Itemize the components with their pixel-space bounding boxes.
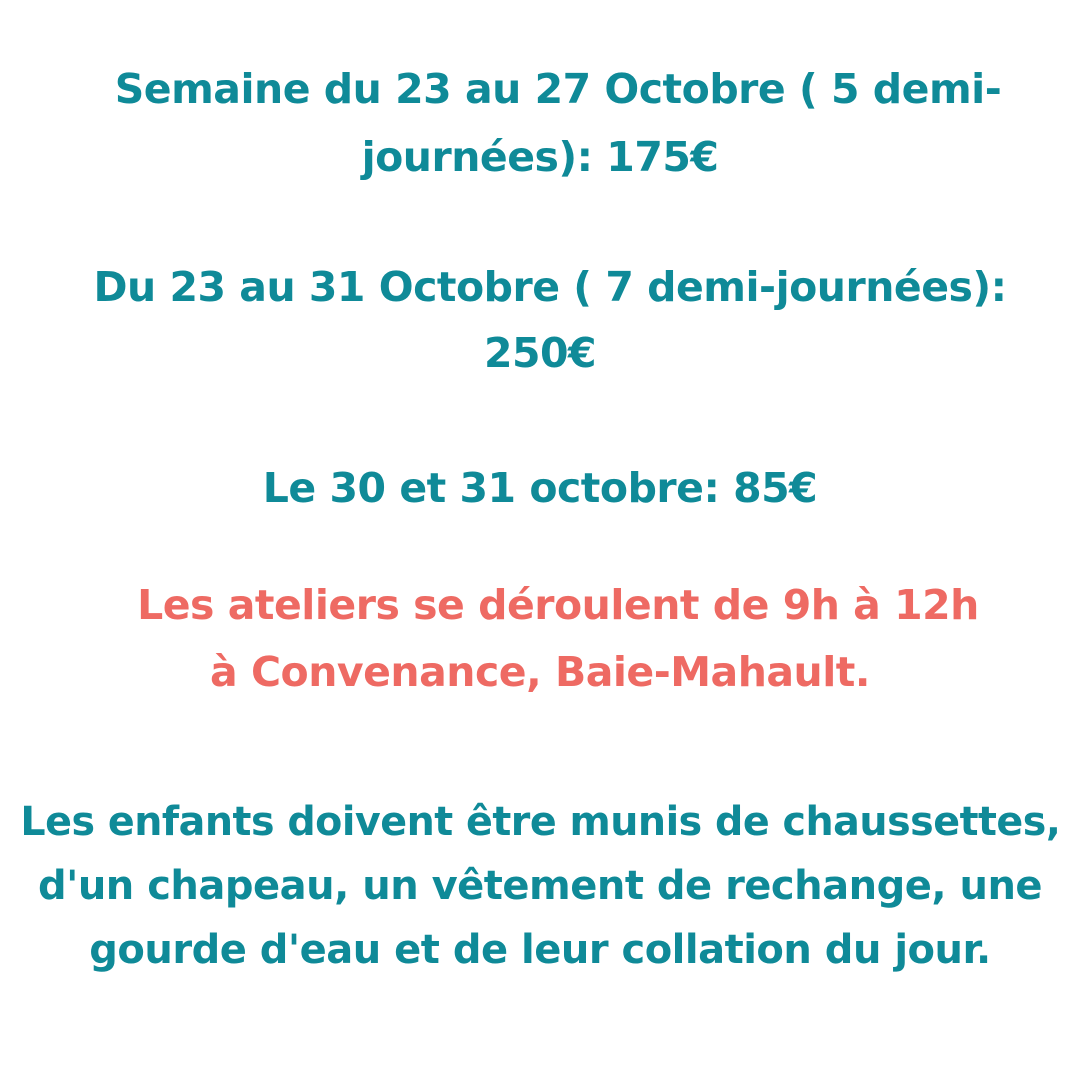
week-price-line-2: journées): 175€ [361, 133, 719, 181]
two-day-price: Le 30 et 31 octobre: 85€ [262, 464, 818, 512]
schedule-line-2: à Convenance, Baie-Mahault. [210, 648, 870, 696]
schedule-line-1: Les ateliers se déroulent de 9h à 12h [137, 581, 979, 629]
extended-price-line-2: 250€ [483, 329, 597, 377]
week-price-line-1: Semaine du 23 au 27 Octobre ( 5 demi- [114, 65, 1002, 113]
requirements-line-2: d'un chapeau, un vêtement de rechange, une [37, 863, 1043, 909]
requirements-line-1: Les enfants doivent être munis de chaussettes, [20, 799, 1060, 845]
requirements-line-3: gourde d'eau et de leur collation du jour. [89, 927, 991, 973]
extended-price-line-1: Du 23 au 31 Octobre ( 7 demi-journées): [93, 263, 1007, 311]
